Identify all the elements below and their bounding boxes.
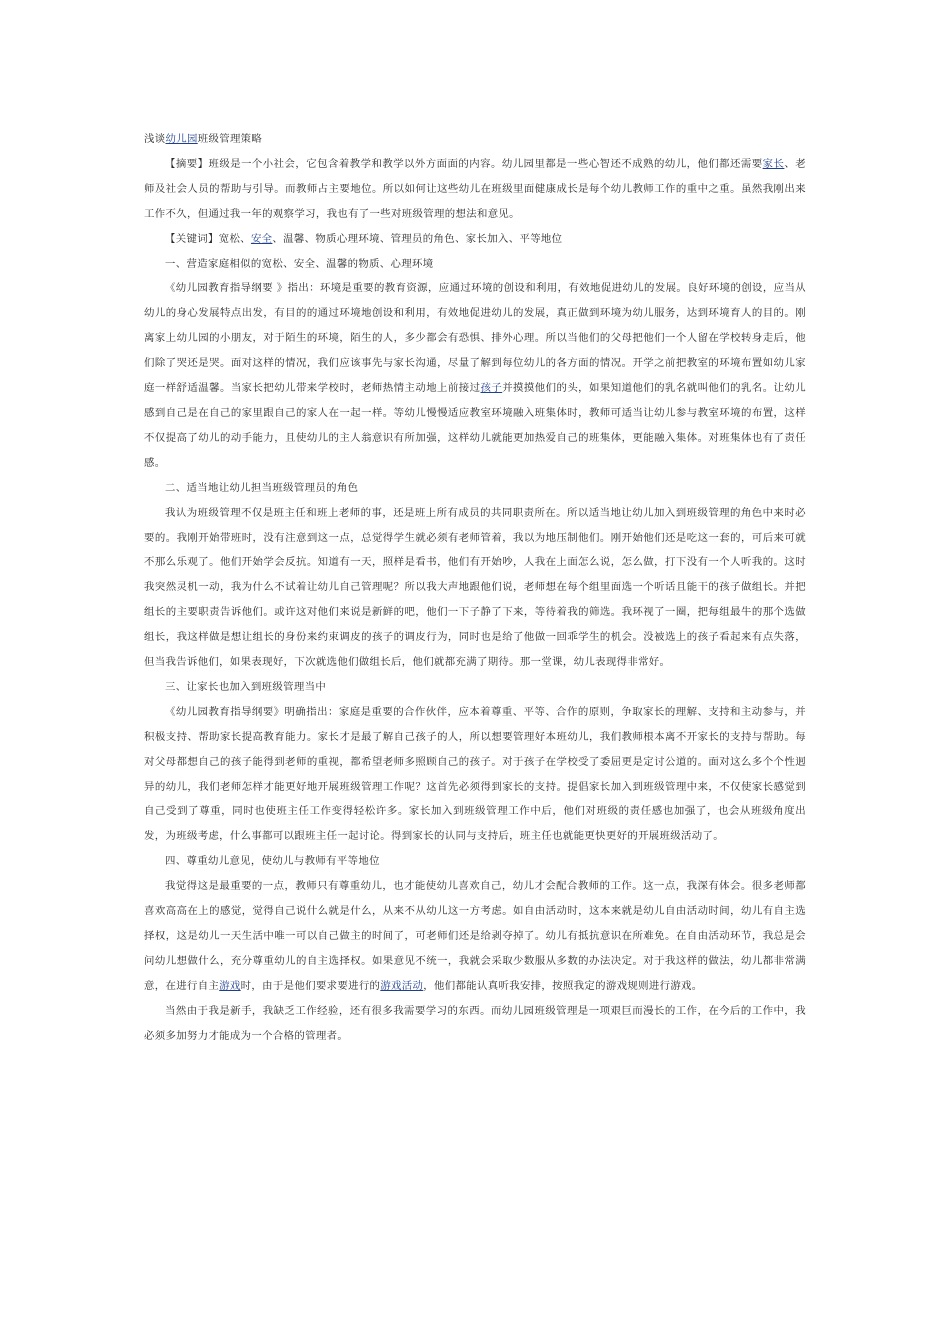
abstract-text-start: 【摘要】班级是一个小社会，它包含着教学和教学以外方面面的内容。幼儿园里都是一些心智还不成熟的幼儿，他们都还需要	[165, 157, 763, 170]
section-4-paragraph	[144, 874, 806, 999]
section-4-text-end: ，他们都能认真听我安排，按照我定的游戏规则进行游戏。	[423, 979, 703, 992]
conclusion-paragraph: 当然由于我是新手，我缺乏工作经验，还有很多我需要学习的东西。而幼儿园班级管理是一项艰巨而漫长的工作，在今后的工作中，我必须多加努力才能成为一个合格的管理者。	[144, 1004, 806, 1042]
keywords-text-end: 、温馨、物质心理环境、管理员的角色、家长加入、平等地位	[272, 232, 563, 245]
section-1-link-child[interactable]: 孩子	[480, 382, 503, 395]
section-2-heading: 二、适当地让幼儿担当班级管理员的角色	[165, 481, 359, 494]
document-body	[144, 127, 806, 1049]
section-3-paragraph: 《幼儿园教育指导纲要》明确指出：家庭是重要的合作伙伴，应本着尊重、平等、合作的原则，争取家长的理解、支持和主动参与，并积极支持、帮助家长提高教育能力。家长才是最了解自己孩子的人，所以想要管理好本班幼儿，我们教师根本离不开家长的支持与帮助。每对父母都想自己的孩子能得到老师的重视，都希望老师多照顾自己的孩子。对于孩子在学校受了委屈更是定讨公道的。面对这么多个个性迥异的幼儿，我们老师怎样才能更好地开展班级管理工作呢？这首先必须得到家长的支持。提倡家长加入到班级管理中来，不仅使家长感觉到自己受到了尊重，同时也使班主任工作变得轻松许多。家长加入到班级管理工作中后，他们对班级的责任感也加强了，也会从班级角度出发，为班级考虑，什么事都可以跟班主任一起讨论。得到家长的认同与支持后，班主任也就能更快更好的开展班级活动了。	[144, 705, 806, 843]
section-4-heading: 四、尊重幼儿意见，使幼儿与教师有平等地位	[165, 855, 380, 868]
keywords-paragraph	[144, 227, 806, 252]
section-4-text-middle: 时，由于是他们要求要进行的	[240, 979, 381, 992]
section-2-paragraph: 我认为班级管理不仅是班主任和班上老师的事，还是班上所有成员的共同职责所在。所以适当地让幼儿加入到班级管理的角色中来时必要的。我刚开始带班时，没有注意到这一点，总觉得学生就必须有老师管着，我以为地压制他们。刚开始他们还是吃这一套的，可后来可就不那么乐观了。他们开始学会反抗。知道有一天，照样是看书，他们有开始吵，人我在上面怎么说，怎么做，打下没有一个人听我的。这时我突然灵机一动，我为什么不试着让幼儿自己管理呢？所以我大声地跟他们说，老师想在每个组里面选一个听话且能干的孩子做组长。并把组长的主要职责告诉他们。或许这对他们来说是新鲜的吧，他们一下子静了下来，等待着我的筛选。我环视了一圈，把每组最牛的那个选做组长，我这样做是想让组长的身份来约束调皮的孩子的调皮行为，同时也是给了他做一回乖学生的机会。没被选上的孩子看起来有点失落，但当我告诉他们，如果表现好，下次就选他们做组长后，他们就都充满了期待。那一堂课，幼儿表现得非常好。	[144, 506, 806, 669]
title-link-kindergarten[interactable]: 幼儿园	[165, 133, 198, 145]
section-1-paragraph	[144, 276, 806, 475]
keywords-link-safety[interactable]: 安全	[250, 232, 273, 245]
section-1-text-end: 并摸摸他们的头，如果知道他们的乳名就叫他们的乳名。让幼儿感到自己是在自己的家里跟自己的家人在一起一样。等幼儿慢慢适应教室环境融入班集体时，教师可适当让幼儿参与教室环境的布置，这样不仅提高了幼儿的动手能力，且使幼儿的主人翁意识有所加强，这样幼儿就能更加热爱自己的班集体，更能融入集体。对班集体也有了责任感。	[144, 382, 807, 469]
section-3-heading: 三、让家长也加入到班级管理当中	[165, 680, 327, 693]
section-1-text-start: 《幼儿园教育指导纲要 》指出：环境是重要的教育资源，应通过环境的创设和利用，有效地促进幼儿的发展。良好环境的创设，应当从幼儿的身心发展特点出发，有目的的通过环境地创设和利用，有效地促进幼儿的发展，真正做到环境为幼儿服务，达到环境育人的目的。刚离家上幼儿园的小朋友，对于陌生的环境，陌生的人，多少都会有恐惧、排外心理。所以当他们的父母把他们一个人留在学校转身走后，他们除了哭还是哭。面对这样的情况，我们应该事先与家长沟通，尽量了解到每位幼儿的各方面的情况。开学之前把教室的环境布置如幼儿家庭一样舒适温馨。当家长把幼儿带来学校时，老师热情主动地上前接过	[144, 282, 806, 395]
abstract-paragraph	[144, 152, 806, 227]
section-4-link-game[interactable]: 游戏	[219, 979, 241, 992]
section-4-link-game-activity[interactable]: 游戏活动	[380, 979, 424, 992]
title-prefix: 浅谈	[144, 133, 166, 145]
section-4-text-start: 我觉得这是最重要的一点，教师只有尊重幼儿，也才能使幼儿喜欢自己，幼儿才会配合教师的工作。这一点，我深有体会。很多老师都喜欢高高在上的感觉，觉得自己说什么就是什么，从来不从幼儿这一方考虑。如自由活动时，这本来就是幼儿自由活动时间，幼儿有自主选择权，这是幼儿一天生活中唯一可以自己做主的时间了，可老师们还是给剥夺掉了。幼儿有抵抗意识在所难免。在自由活动环节，我总是会问幼儿想做什么，充分尊重幼儿的自主选择权。如果意见不统一，我就会采取少数服从多数的办法决定。对于我这样的做法，幼儿都非常满意，在进行自主	[144, 880, 806, 992]
abstract-text-end: 、老师及社会人员的帮助与引导。而教师占主要地位。所以如何让这些幼儿在班级里面健康成长是每个幼儿教师工作的重中之重。虽然我刚出来工作不久，但通过我一年的观察学习，我也有了一些对班级管理的想法和意见。	[144, 157, 806, 220]
abstract-link-parents[interactable]: 家长	[762, 157, 785, 170]
article-title	[144, 127, 806, 152]
keywords-text-start: 【关键词】宽松、	[165, 232, 251, 245]
section-1-heading: 一、营造家庭相似的宽松、安全、温馨的物质、心理环境	[165, 257, 434, 270]
title-suffix: 班级管理策略	[197, 133, 263, 145]
